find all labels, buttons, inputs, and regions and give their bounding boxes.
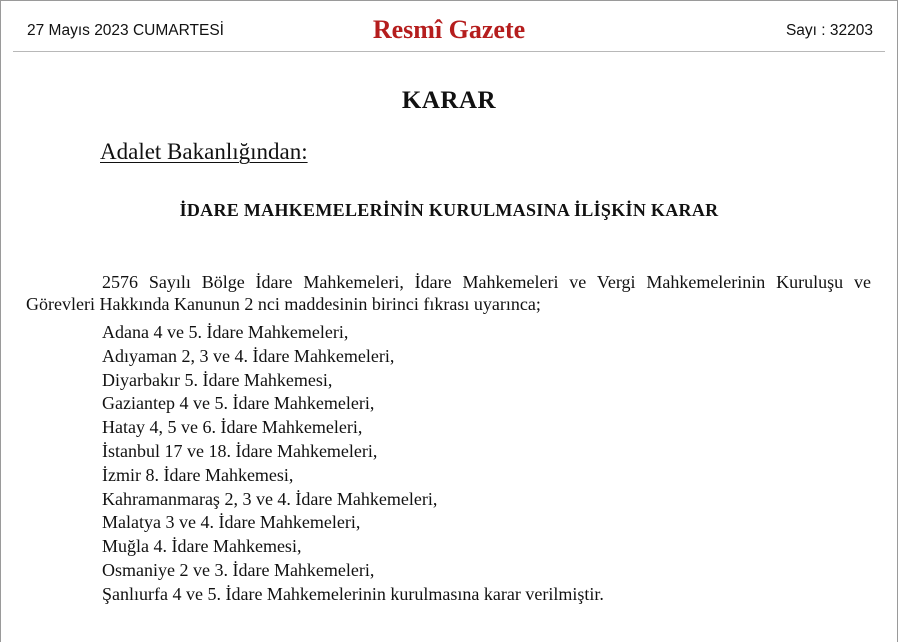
issue-number: Sayı : 32203 — [785, 22, 873, 39]
publication-date: 27 Mayıs 2023 CUMARTESİ — [27, 22, 224, 39]
court-list-item: Adana 4 ve 5. İdare Mahkemeleri, — [102, 322, 349, 342]
court-list-item: Malatya 3 ve 4. İdare Mahkemeleri, — [102, 512, 361, 533]
court-list-item: Şanlıurfa 4 ve 5. İdare Mahkemelerinin kurulmasına karar verilmiştir. — [102, 583, 604, 604]
intro-paragraph: 2576 Sayılı Bölge İdare Mahkemeleri, İdare Mahkemeleri ve Vergi Mahkemelerinin Kuruluşu ve Görevleri Hakkında Kanunun 2 nci maddesinin birinci fıkrası uyarınca; — [26, 272, 871, 314]
gazette-title: Resmî Gazete — [372, 15, 526, 44]
court-list — [102, 321, 604, 607]
court-list-item: Osmaniye 2 ve 3. İdare Mahkemeleri, — [102, 559, 375, 580]
court-list-item: Adıyaman 2, 3 ve 4. İdare Mahkemeleri, — [102, 345, 395, 366]
court-list-item: Diyarbakır 5. İdare Mahkemesi, — [102, 369, 333, 390]
court-list-item: İzmir 8. İdare Mahkemesi, — [102, 464, 294, 485]
document-heading: KARAR — [401, 87, 497, 114]
court-list-item: Muğla 4. İdare Mahkemesi, — [102, 536, 302, 557]
court-list-item: Gaziantep 4 ve 5. İdare Mahkemeleri, — [102, 393, 375, 414]
court-list-item: Hatay 4, 5 ve 6. İdare Mahkemeleri, — [102, 417, 363, 438]
ministry-name: Adalet Bakanlığından: — [100, 139, 308, 164]
decision-title: İDARE MAHKEMELERİNİN KURULMASINA İLİŞKİN KARAR — [179, 200, 719, 220]
page-header — [13, 1, 885, 52]
court-list-item: Kahramanmaraş 2, 3 ve 4. İdare Mahkemeleri, — [102, 488, 438, 509]
court-list-item: İstanbul 17 ve 18. İdare Mahkemeleri, — [102, 440, 378, 461]
